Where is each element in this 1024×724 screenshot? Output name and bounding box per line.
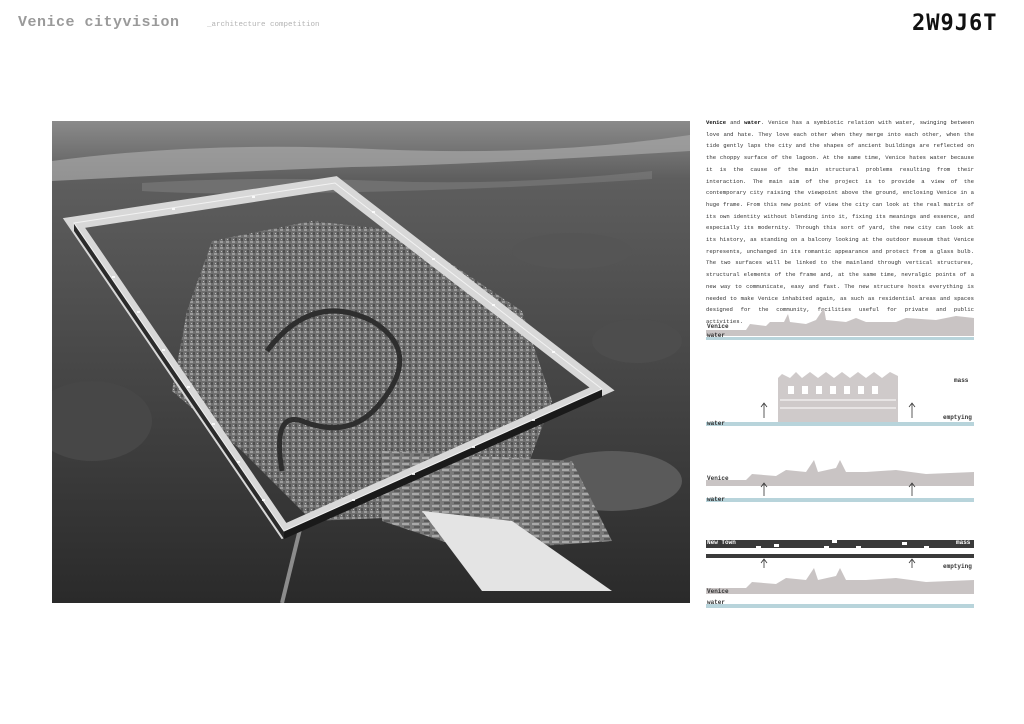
d2-label-water: water bbox=[707, 420, 726, 427]
aerial-photo bbox=[52, 121, 690, 603]
description-body: . Venice has a symbiotic relation with water, swinging between love and hate. They love each other when they merge into each other, when the tide gently laps the city and the shapes of ancient buildings are reflected on the choppy surface of the lagoon. At the same time, Venice hates water because it is the cause of the main structural problems resulting from their interaction. The main aim of the project is to provide a view of the contemporary city raising the viewpoint above the ground, enclosing Venice in a huge frame. From this new point of view the city can look at the real matrix of its own identity without blending into it, fixing its meanings and essence, and especially its modernity. Through this sort of yard, the new city can look at its history, as standing on a balcony looking at the outdoor museum that Venice represents, unchanged in its romantic appearance and protect from a glass bulb. The two surfaces will be linked to the mainland through vertical structures, structural elements of the frame and, at the same time, nevralgic points of a new way to communicate, easy and fast. The new structure hosts everything is needed to make Venice inhabited again, as such as residential areas and spaces designed for the community, facilities useful for private and public activities. bbox=[706, 119, 974, 325]
diagram-1 bbox=[706, 308, 974, 340]
d4-label-emptying: emptying bbox=[943, 563, 972, 570]
lead-and: and bbox=[726, 119, 745, 126]
diagram-panel bbox=[706, 300, 974, 610]
d4-label-mass: mass bbox=[956, 539, 971, 546]
header-title: Venice cityvision bbox=[18, 14, 180, 31]
d2-label-mass: mass bbox=[954, 377, 969, 384]
diagram-2 bbox=[706, 372, 974, 426]
d4-label-venice: Venice bbox=[707, 588, 729, 595]
project-code: 2W9J6T bbox=[912, 11, 998, 36]
d3-label-water: water bbox=[707, 496, 726, 503]
project-description bbox=[706, 117, 974, 328]
d4-label-new-town: New Town bbox=[707, 539, 736, 546]
d2-label-emptying: emptying bbox=[943, 414, 972, 421]
lead-water: water bbox=[744, 119, 761, 126]
d1-label-water: water bbox=[707, 332, 726, 339]
lead-venice: Venice bbox=[706, 119, 727, 126]
aerial-photo-illustration bbox=[52, 121, 690, 603]
diagram-3 bbox=[706, 460, 974, 502]
d3-label-venice: Venice bbox=[707, 475, 729, 482]
d4-label-water: water bbox=[707, 599, 726, 606]
diagram-4 bbox=[706, 540, 974, 608]
header-subtitle: _architecture competition bbox=[207, 21, 320, 29]
diagram-graphics bbox=[706, 300, 974, 610]
d1-label-venice: Venice bbox=[707, 323, 729, 330]
